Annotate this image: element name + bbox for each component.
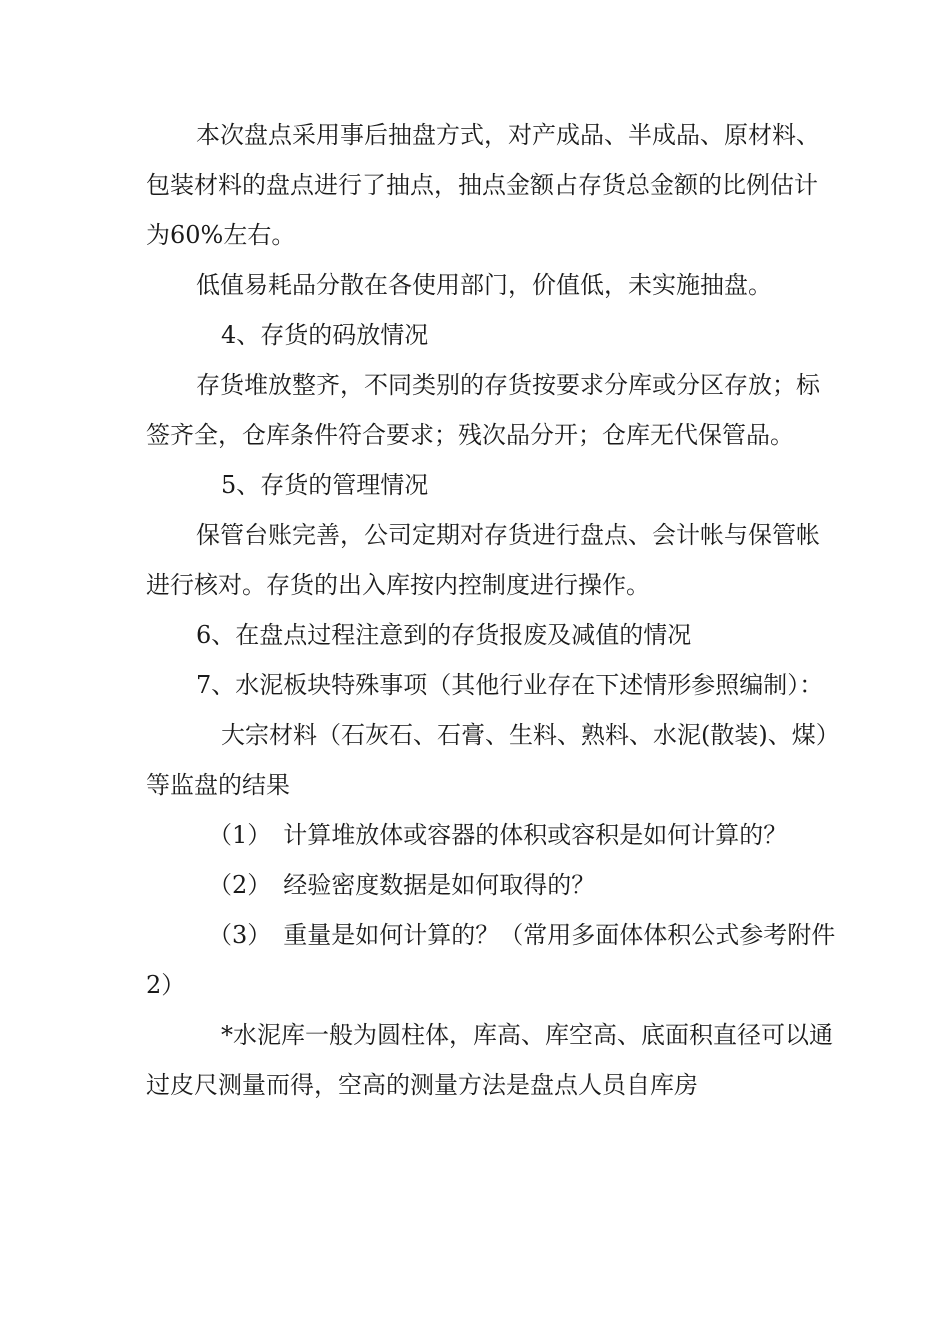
heading-management-status: 5、存货的管理情况 — [221, 471, 429, 499]
list-item-density-data: （2） 经验密度数据是如何取得的？ — [208, 871, 596, 899]
heading-scrap-impairment: 6、在盘点过程注意到的存货报废及减值的情况 — [196, 621, 692, 649]
list-item-volume-calc: （1） 计算堆放体或容器的体积或容积是如何计算的？ — [208, 821, 788, 849]
paragraph-management-details: 保管台账完善，公司定期对存货进行盘点、会计帐与保管帐进行核对。存货的出入库按内控制度进行操作。 — [146, 521, 820, 599]
paragraph-low-value-consumables: 低值易耗品分散在各使用部门，价值低，未实施抽盘。 — [196, 271, 772, 299]
heading-cement-special-items: 7、水泥板块特殊事项（其他行业存在下述情形参照编制）： — [196, 671, 824, 699]
paragraph-cement-silo-note: *水泥库一般为圆柱体，库高、库空高、底面积直径可以通过皮尺测量而得，空高的测量方法是盘点人员自库房 — [146, 1021, 833, 1099]
document-body — [146, 110, 836, 1110]
paragraph-stacking-details: 存货堆放整齐，不同类别的存货按要求分库或分区存放；标签齐全，仓库条件符合要求；残次品分开；仓库无代保管品。 — [146, 371, 820, 449]
paragraph-bulk-materials: 大宗材料（石灰石、石膏、生料、熟料、水泥(散装)、煤）等监盘的结果 — [146, 721, 828, 799]
paragraph-stocktake-method: 本次盘点采用事后抽盘方式，对产成品、半成品、原材料、包装材料的盘点进行了抽点，抽点金额占存货总金额的比例估计为60%左右。 — [146, 121, 820, 249]
heading-stacking-status: 4、存货的码放情况 — [221, 321, 429, 349]
list-item-weight-calc: （3） 重量是如何计算的？（常用多面体体积公式参考附件2） — [146, 921, 836, 999]
